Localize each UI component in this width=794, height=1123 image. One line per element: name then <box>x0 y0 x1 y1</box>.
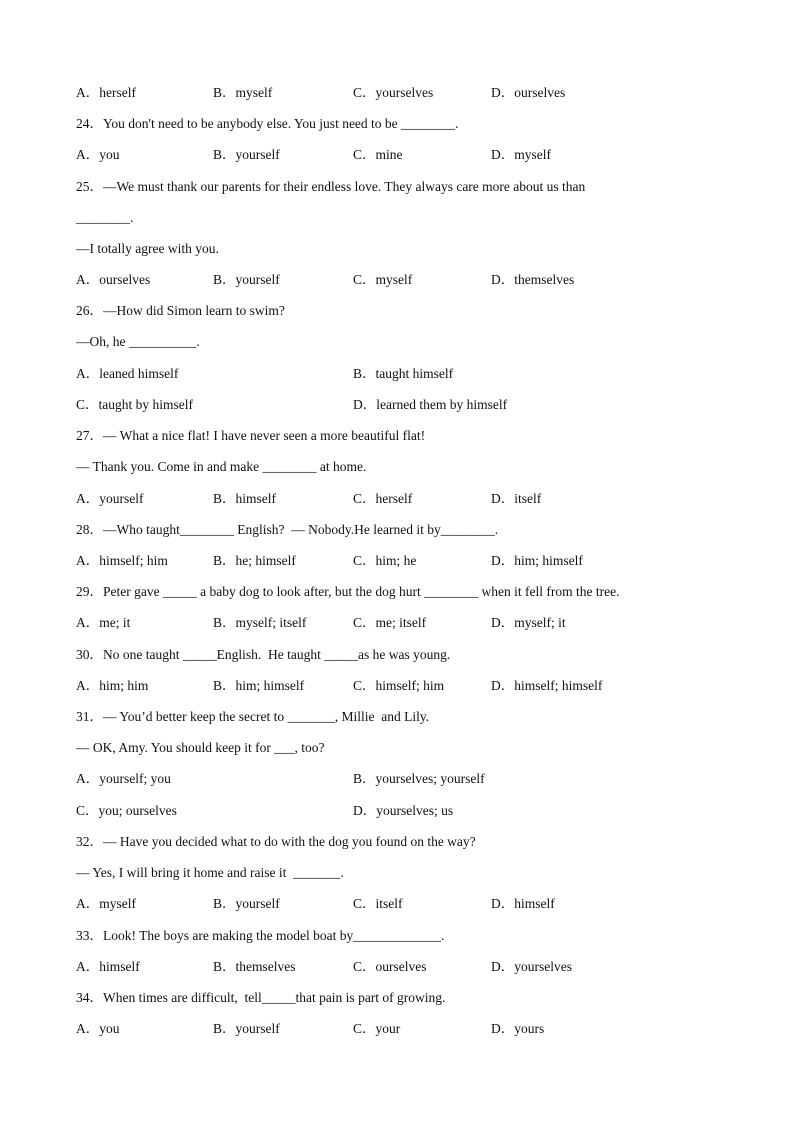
q27-option-c: C．herself <box>353 491 413 506</box>
q23-option-c: C．yourselves <box>353 85 434 100</box>
q32-option-c: C．itself <box>353 896 403 911</box>
q25-reply: —I totally agree with you. <box>76 241 219 256</box>
q32-stem: 32．— Have you decided what to do with the dog you found on the way? <box>76 834 476 849</box>
q32-option-d: D．himself <box>491 896 555 911</box>
q26-option-b: B．taught himself <box>353 366 454 381</box>
q26-option-c: C．taught by himself <box>76 397 193 412</box>
q23-option-b: B．myself <box>213 85 273 100</box>
q31-stem: 31．— You’d better keep the secret to _______, Millie and Lily. <box>76 709 430 724</box>
q34-option-b: B．yourself <box>213 1021 280 1036</box>
q26-stem: 26．—How did Simon learn to swim? <box>76 303 285 318</box>
q30-option-d: D．himself; himself <box>491 678 603 693</box>
q25-option-b: B．yourself <box>213 272 280 287</box>
q26-option-a: A．leaned himself <box>76 366 179 381</box>
q31-option-c: C．you; ourselves <box>76 803 177 818</box>
q24-option-a: A．you <box>76 147 120 162</box>
q33-option-c: C．ourselves <box>353 959 427 974</box>
q28-option-a: A．himself; him <box>76 553 168 568</box>
q27-stem: 27．— What a nice flat! I have never seen a more beautiful flat! <box>76 428 426 443</box>
q32-option-a: A．myself <box>76 896 136 911</box>
q33-option-a: A．himself <box>76 959 140 974</box>
q28-option-c: C．him; he <box>353 553 417 568</box>
q28-option-d: D．him; himself <box>491 553 583 568</box>
q23-option-a: A．herself <box>76 85 136 100</box>
q31-reply: — OK, Amy. You should keep it for ___, too? <box>76 740 325 755</box>
q29-option-b: B．myself; itself <box>213 615 307 630</box>
q34-option-d: D．yours <box>491 1021 545 1036</box>
q24-stem: 24．You don't need to be anybody else. You just need to be ________. <box>76 116 459 131</box>
q31-option-a: A．yourself; you <box>76 771 171 786</box>
q32-option-b: B．yourself <box>213 896 280 911</box>
q26-option-d: D．learned them by himself <box>353 397 508 412</box>
q26-reply: —Oh, he __________. <box>76 334 200 349</box>
q25-option-a: A．ourselves <box>76 272 151 287</box>
q25-option-d: D．themselves <box>491 272 575 287</box>
q31-option-d: D．yourselves; us <box>353 803 454 818</box>
q34-stem: 34．When times are difficult, tell_____that pain is part of growing. <box>76 990 446 1005</box>
q33-option-b: B．themselves <box>213 959 296 974</box>
q27-option-a: A．yourself <box>76 491 144 506</box>
q28-stem: 28．—Who taught________ English? — Nobody.He learned it by________. <box>76 522 499 537</box>
q33-stem: 33．Look! The boys are making the model boat by_____________. <box>76 928 445 943</box>
q24-option-c: C．mine <box>353 147 403 162</box>
q30-option-c: C．himself; him <box>353 678 445 693</box>
q27-reply: — Thank you. Come in and make ________ at home. <box>76 459 367 474</box>
q30-option-a: A．him; him <box>76 678 149 693</box>
q30-option-b: B．him; himself <box>213 678 305 693</box>
q25-option-c: C．myself <box>353 272 413 287</box>
q24-option-b: B．yourself <box>213 147 280 162</box>
q31-option-b: B．yourselves; yourself <box>353 771 485 786</box>
q29-option-a: A．me; it <box>76 615 131 630</box>
q25-stem: 25．—We must thank our parents for their endless love. They always care more about us than <box>76 179 586 194</box>
q25-stem-continued: ________. <box>76 210 134 225</box>
q34-option-c: C．your <box>353 1021 401 1036</box>
q29-stem: 29．Peter gave _____ a baby dog to look after, but the dog hurt ________ when it fell from the tree. <box>76 584 620 599</box>
q27-option-b: B．himself <box>213 491 276 506</box>
q27-option-d: D．itself <box>491 491 542 506</box>
q34-option-a: A．you <box>76 1021 120 1036</box>
q28-option-b: B．he; himself <box>213 553 296 568</box>
q29-option-d: D．myself; it <box>491 615 566 630</box>
q30-stem: 30．No one taught _____English. He taught _____as he was young. <box>76 647 451 662</box>
q23-option-d: D．ourselves <box>491 85 566 100</box>
q24-option-d: D．myself <box>491 147 551 162</box>
q32-reply: — Yes, I will bring it home and raise it _______. <box>76 865 344 880</box>
q33-option-d: D．yourselves <box>491 959 572 974</box>
q29-option-c: C．me; itself <box>353 615 427 630</box>
